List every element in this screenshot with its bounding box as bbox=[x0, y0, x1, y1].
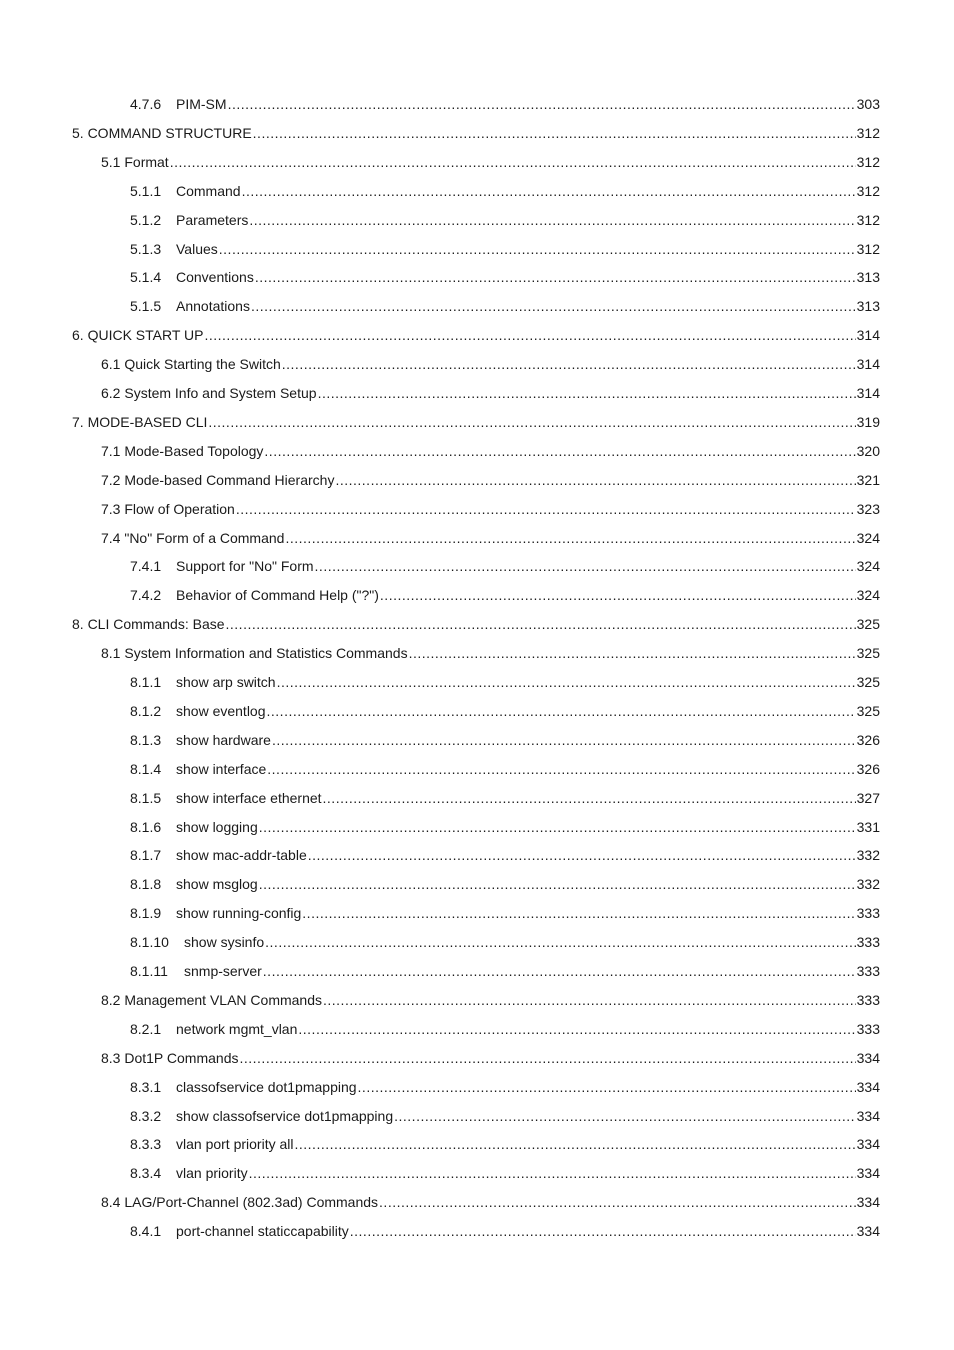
dot-leader bbox=[323, 990, 856, 1010]
toc-entry-number: 8.1.7 bbox=[130, 847, 162, 864]
toc-entry-page-number: 332 bbox=[856, 847, 880, 864]
toc-entry[interactable] bbox=[130, 94, 880, 114]
toc-entry[interactable] bbox=[101, 354, 880, 374]
toc-entry-number: 8.3.2 bbox=[130, 1107, 162, 1124]
dot-leader bbox=[315, 556, 856, 576]
dot-leader bbox=[204, 325, 855, 345]
toc-entry[interactable] bbox=[130, 701, 880, 721]
dot-leader bbox=[380, 585, 856, 605]
toc-entry-number: 8.3.4 bbox=[130, 1165, 162, 1182]
toc-entry-title: Support for "No" Form bbox=[176, 558, 314, 575]
toc-entry-number: 5.1.5 bbox=[130, 298, 162, 315]
toc-entry-page-number: 334 bbox=[856, 1049, 880, 1066]
toc-entry-title: 7. MODE-BASED CLI bbox=[72, 413, 208, 430]
toc-entry[interactable] bbox=[130, 1221, 880, 1241]
toc-entry-page-number: 324 bbox=[856, 587, 880, 604]
toc-entry-page-number: 312 bbox=[856, 240, 880, 257]
toc-entry-page-number: 333 bbox=[856, 1020, 880, 1037]
toc-entry-page-number: 312 bbox=[856, 211, 880, 228]
toc-entry-number: 7.4.1 bbox=[130, 558, 162, 575]
toc-entry-page-number: 326 bbox=[856, 760, 880, 777]
toc-entry[interactable] bbox=[130, 759, 880, 779]
toc-entry-page-number: 312 bbox=[856, 153, 880, 170]
toc-entry-title: Conventions bbox=[176, 269, 254, 286]
toc-entry-title: Annotations bbox=[176, 298, 250, 315]
dot-leader bbox=[242, 181, 856, 201]
toc-entry-page-number: 321 bbox=[856, 471, 880, 488]
toc-entry-title: 5. COMMAND STRUCTURE bbox=[72, 124, 252, 141]
toc-entry[interactable] bbox=[130, 181, 880, 201]
toc-entry-title: show classofservice dot1pmapping bbox=[176, 1107, 394, 1124]
toc-entry[interactable] bbox=[72, 412, 880, 432]
toc-entry-page-number: 323 bbox=[856, 500, 880, 517]
toc-entry-page-number: 314 bbox=[856, 356, 880, 373]
dot-leader bbox=[259, 874, 856, 894]
toc-entry-page-number: 333 bbox=[856, 905, 880, 922]
toc-entry[interactable] bbox=[130, 874, 880, 894]
toc-entry[interactable] bbox=[130, 585, 880, 605]
toc-entry-title: port-channel staticcapability bbox=[176, 1223, 349, 1240]
toc-entry-number: 7.4.2 bbox=[130, 587, 162, 604]
toc-entry[interactable] bbox=[130, 1134, 880, 1154]
toc-entry-title: show interface bbox=[176, 760, 267, 777]
toc-entry-number: 8.1.9 bbox=[130, 905, 162, 922]
toc-entry-title: show hardware bbox=[176, 731, 271, 748]
toc-entry-number: 5.1.3 bbox=[130, 240, 162, 257]
toc-entry-page-number: 333 bbox=[856, 963, 880, 979]
toc-entry-number: 8.3.1 bbox=[130, 1078, 162, 1095]
dot-leader bbox=[335, 470, 855, 490]
dot-leader bbox=[308, 845, 856, 865]
toc-entry-title: 7.1 Mode-Based Topology bbox=[101, 442, 264, 459]
toc-entry-number: 8.1.11 bbox=[130, 963, 168, 979]
toc-entry-page-number: 332 bbox=[856, 876, 880, 893]
toc-entry-title: Behavior of Command Help ("?") bbox=[176, 587, 379, 604]
toc-entry[interactable] bbox=[130, 267, 880, 287]
dot-leader bbox=[236, 499, 856, 519]
toc-entry-title: 6.2 System Info and System Setup bbox=[101, 385, 317, 401]
toc-entry-page-number: 324 bbox=[856, 529, 880, 546]
toc-entry-number: 8.1.10 bbox=[130, 934, 169, 951]
toc-entry-title: show eventlog bbox=[176, 702, 266, 719]
toc-entry-page-number: 325 bbox=[856, 702, 880, 719]
dot-leader bbox=[251, 296, 856, 316]
dot-leader bbox=[302, 903, 855, 923]
toc-entry[interactable] bbox=[72, 614, 880, 634]
dot-leader bbox=[263, 961, 856, 981]
toc-entry[interactable] bbox=[130, 1106, 880, 1126]
toc-entry[interactable] bbox=[130, 210, 880, 230]
dot-leader bbox=[298, 1019, 855, 1039]
toc-entry-page-number: 334 bbox=[856, 1194, 880, 1211]
toc-entry-page-number: 326 bbox=[856, 731, 880, 748]
toc-entry-title: show running-config bbox=[176, 905, 302, 922]
toc-entry-number: 8.3.3 bbox=[130, 1136, 162, 1153]
toc-entry-title: 8.2 Management VLAN Commands bbox=[101, 991, 322, 1008]
toc-entry-page-number: 320 bbox=[856, 442, 880, 459]
dot-leader bbox=[249, 210, 855, 230]
toc-entry-page-number: 312 bbox=[856, 182, 880, 199]
toc-entry[interactable] bbox=[72, 123, 880, 143]
dot-leader bbox=[264, 441, 855, 461]
dot-leader bbox=[282, 354, 856, 374]
dot-leader bbox=[255, 267, 856, 287]
toc-entry-title: 8.1 System Information and Statistics Commands bbox=[101, 645, 408, 662]
toc-entry-title: 8.3 Dot1P Commands bbox=[101, 1049, 239, 1066]
dot-leader bbox=[226, 614, 856, 634]
toc-entry-title: 6. QUICK START UP bbox=[72, 327, 204, 344]
toc-entry-title: 7.4 "No" Form of a Command bbox=[101, 529, 285, 546]
toc-entry-title: 8.4 LAG/Port-Channel (802.3ad) Commands bbox=[101, 1194, 379, 1211]
toc-entry-number: 5.1.4 bbox=[130, 269, 162, 286]
dot-leader bbox=[285, 528, 855, 548]
toc-entry[interactable] bbox=[101, 152, 880, 172]
toc-entry-title: show interface ethernet bbox=[176, 789, 322, 806]
toc-entry-title: 6.1 Quick Starting the Switch bbox=[101, 356, 281, 373]
dot-leader bbox=[409, 643, 856, 663]
dot-leader bbox=[358, 1077, 856, 1097]
toc-entry[interactable] bbox=[101, 990, 880, 1010]
toc-entry-title: show logging bbox=[176, 818, 258, 835]
dot-leader bbox=[253, 123, 856, 143]
toc-entry[interactable] bbox=[130, 817, 880, 837]
toc-entry-title: network mgmt_vlan bbox=[176, 1020, 298, 1037]
toc-entry-page-number: 314 bbox=[856, 327, 880, 344]
toc-entry[interactable] bbox=[101, 1048, 880, 1068]
toc-entry-page-number: 314 bbox=[856, 385, 880, 401]
toc-entry-number: 4.7.6 bbox=[130, 96, 162, 112]
toc-entry-page-number: 334 bbox=[856, 1136, 880, 1153]
toc-entry-page-number: 334 bbox=[856, 1107, 880, 1124]
dot-leader bbox=[394, 1106, 856, 1126]
toc-entry[interactable] bbox=[130, 903, 880, 923]
toc-entry[interactable] bbox=[101, 1192, 880, 1212]
toc-entry-title: vlan port priority all bbox=[176, 1136, 294, 1153]
toc-entry-number: 8.1.5 bbox=[130, 789, 162, 806]
dot-leader bbox=[272, 730, 856, 750]
dot-leader bbox=[249, 1163, 856, 1183]
toc-entry-number: 8.1.1 bbox=[130, 674, 162, 690]
toc-entry-number: 8.1.3 bbox=[130, 731, 162, 748]
toc-entry[interactable] bbox=[130, 296, 880, 316]
toc-entry[interactable] bbox=[130, 845, 880, 865]
dot-leader bbox=[170, 152, 856, 172]
toc-entry-title: Command bbox=[176, 182, 241, 199]
toc-entry-number: 8.1.8 bbox=[130, 876, 162, 893]
toc-entry-page-number: 334 bbox=[856, 1223, 880, 1240]
toc-entry[interactable] bbox=[101, 383, 880, 403]
toc-entry-page-number: 325 bbox=[856, 645, 880, 662]
toc-entry[interactable] bbox=[130, 961, 880, 981]
toc-entry-title: 8. CLI Commands: Base bbox=[72, 616, 225, 633]
dot-leader bbox=[265, 932, 855, 952]
toc-entry-number: 8.1.6 bbox=[130, 818, 162, 835]
toc-entry-title: snmp-server bbox=[184, 963, 262, 979]
toc-entry-title: show sysinfo bbox=[184, 934, 265, 951]
dot-leader bbox=[259, 817, 856, 837]
toc-entry-page-number: 325 bbox=[856, 674, 880, 690]
dot-leader bbox=[219, 239, 856, 259]
toc-entry[interactable] bbox=[101, 499, 880, 519]
toc-entry-page-number: 313 bbox=[856, 269, 880, 286]
toc-entry[interactable] bbox=[130, 239, 880, 259]
toc-entry-page-number: 334 bbox=[856, 1078, 880, 1095]
dot-leader bbox=[277, 672, 856, 692]
toc-entry-page-number: 333 bbox=[856, 934, 880, 951]
dot-leader bbox=[323, 788, 856, 808]
toc-entry[interactable] bbox=[101, 643, 880, 663]
toc-entry-number: 8.1.2 bbox=[130, 702, 162, 719]
toc-entry-number: 8.1.4 bbox=[130, 760, 162, 777]
toc-entry-title: 7.3 Flow of Operation bbox=[101, 500, 235, 517]
toc-entry-title: classofservice dot1pmapping bbox=[176, 1078, 357, 1095]
toc-entry[interactable] bbox=[130, 932, 880, 952]
toc-entry[interactable] bbox=[130, 788, 880, 808]
toc-entry[interactable] bbox=[101, 470, 880, 490]
dot-leader bbox=[267, 701, 856, 721]
toc-entry-title: show arp switch bbox=[176, 674, 276, 690]
dot-leader bbox=[208, 412, 855, 432]
toc-entry[interactable] bbox=[101, 441, 880, 461]
toc-entry-page-number: 312 bbox=[856, 124, 880, 141]
dot-leader bbox=[228, 94, 856, 114]
dot-leader bbox=[379, 1192, 856, 1212]
dot-leader bbox=[350, 1221, 856, 1241]
toc-entry[interactable] bbox=[130, 1019, 880, 1039]
toc-entry-title: vlan priority bbox=[176, 1165, 248, 1182]
toc-entry[interactable] bbox=[72, 325, 880, 345]
toc-entry-page-number: 324 bbox=[856, 558, 880, 575]
toc-entry-title: PIM-SM bbox=[176, 96, 227, 112]
toc-entry-title: 7.2 Mode-based Command Hierarchy bbox=[101, 471, 335, 488]
toc-entry-page-number: 303 bbox=[856, 96, 880, 112]
toc-entry-page-number: 319 bbox=[856, 413, 880, 430]
toc-entry-title: show msglog bbox=[176, 876, 258, 893]
toc-entry-title: show mac-addr-table bbox=[176, 847, 307, 864]
toc-entry[interactable] bbox=[130, 672, 880, 692]
toc-entry-page-number: 334 bbox=[856, 1165, 880, 1182]
toc-entry[interactable] bbox=[130, 730, 880, 750]
toc-entry[interactable] bbox=[130, 556, 880, 576]
toc-entry-page-number: 325 bbox=[856, 616, 880, 633]
toc-entry[interactable] bbox=[130, 1163, 880, 1183]
toc-entry-number: 5.1.1 bbox=[130, 182, 162, 199]
toc-entry-title: Values bbox=[176, 240, 218, 257]
toc-entry-page-number: 333 bbox=[856, 991, 880, 1008]
toc-entry-page-number: 327 bbox=[856, 789, 880, 806]
dot-leader bbox=[239, 1048, 855, 1068]
toc-entry-title: 5.1 Format bbox=[101, 153, 169, 170]
dot-leader bbox=[267, 759, 855, 779]
toc-entry-title: Parameters bbox=[176, 211, 249, 228]
toc-entry-number: 5.1.2 bbox=[130, 211, 162, 228]
toc-entry[interactable] bbox=[101, 528, 880, 548]
toc-entry-number: 8.2.1 bbox=[130, 1020, 162, 1037]
dot-leader bbox=[295, 1134, 856, 1154]
toc-entry-page-number: 313 bbox=[856, 298, 880, 315]
toc-entry-number: 8.4.1 bbox=[130, 1223, 162, 1240]
toc-entry-page-number: 331 bbox=[856, 818, 880, 835]
dot-leader bbox=[318, 383, 856, 403]
toc-entry[interactable] bbox=[130, 1077, 880, 1097]
